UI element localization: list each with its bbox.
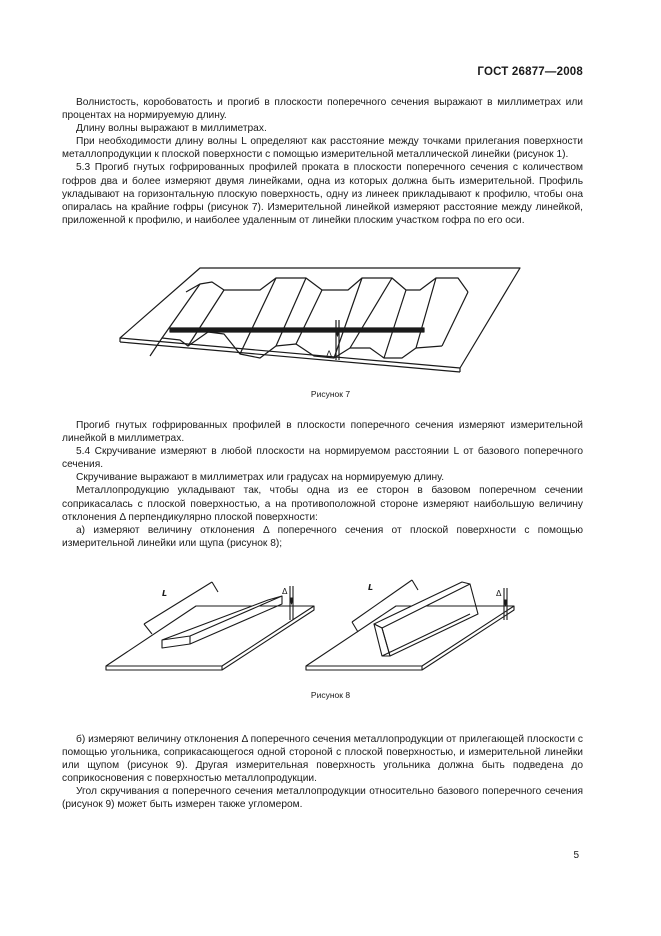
figure-7-corrugated-profile	[100, 262, 540, 382]
figure-7-caption: Рисунок 7	[310, 389, 351, 399]
paragraph: б) измеряют величину отклонения Δ поперечного сечения металлопродукции от прилегающей плоскости с помощью угольника, соприкасающегося одной стороной с плоской поверхностью, и измерительной линейки или щупом (рисунок 9). Другая измерительная поверхность угольника должна быть подведена до соприкосновения с поверхностью металлопродукции.	[62, 734, 583, 785]
paragraph: Угол скручивания α поперечного сечения металлопродукции относительно базового поперечного сечения (рисунок 9) может быть измерен также угломером.	[62, 786, 583, 811]
delta-label: Δ	[326, 350, 333, 360]
paragraph: Скручивание выражают в миллиметрах или градусах на нормируемую длину.	[76, 472, 445, 484]
paragraph: 5.3 Прогиб гнутых гофрированных профилей проката в плоскости поперечного сечения с количеством гофров два и более измеряют двумя линейками, одна из которых должна быть измерительной. Профиль укладывают на горизонтальную плоскую поверхность, одну из линеек прикладывают к профилю, чтобы она опиралась на крайние гофры (рисунок 7). Измерительной линейкой измеряют расстояние между линейкой, приложенной к профилю, и наиболее удаленным от линейки плоским участком гофра по его оси.	[62, 162, 583, 226]
paragraph: Длину волны выражают в миллиметрах.	[76, 123, 267, 135]
paragraph: Волнистость, коробоватость и прогиб в плоскости поперечного сечения выражают в миллиметрах или процентах на нормируемую длину.	[62, 97, 583, 122]
length-label-left: L	[162, 589, 168, 598]
figure-8-twist-measurement	[100, 574, 530, 684]
text-block-1	[62, 96, 583, 227]
paragraph: Металлопродукцию укладывают так, чтобы одна из ее сторон в базовом поперечном сечении соприкасалась с плоской поверхностью, а на противоположной стороне измеряют наибольшую величину отклонения Δ перпендикулярно плоской поверхности:	[62, 485, 583, 523]
figure-8-caption: Рисунок 8	[310, 690, 351, 700]
delta-label-right: Δ	[496, 589, 502, 598]
paragraph: Прогиб гнутых гофрированных профилей в плоскости поперечного сечения измеряют измерительной линейкой в миллиметрах.	[62, 420, 583, 445]
length-label-right: L	[368, 583, 374, 592]
document-code: ГОСТ 26877—2008	[477, 66, 583, 78]
text-block-2	[62, 419, 583, 550]
text-block-3	[62, 733, 583, 812]
paragraph: 5.4 Скручивание измеряют в любой плоскости на нормируемом расстоянии L от базового поперечного сечения.	[62, 446, 583, 471]
paragraph: При необходимости длину волны L определяют как расстояние между точками прилегания поверхности металлопродукции к плоской поверхности с помощью измерительной металлической линейки (рисунок 1).	[62, 136, 583, 161]
delta-label-left: Δ	[282, 587, 288, 596]
paragraph: а) измеряют величину отклонения Δ поперечного сечения от плоской поверхности с помощью измерительной линейки или щупа (рисунок 8);	[62, 524, 583, 549]
page-number: 5	[573, 850, 579, 861]
